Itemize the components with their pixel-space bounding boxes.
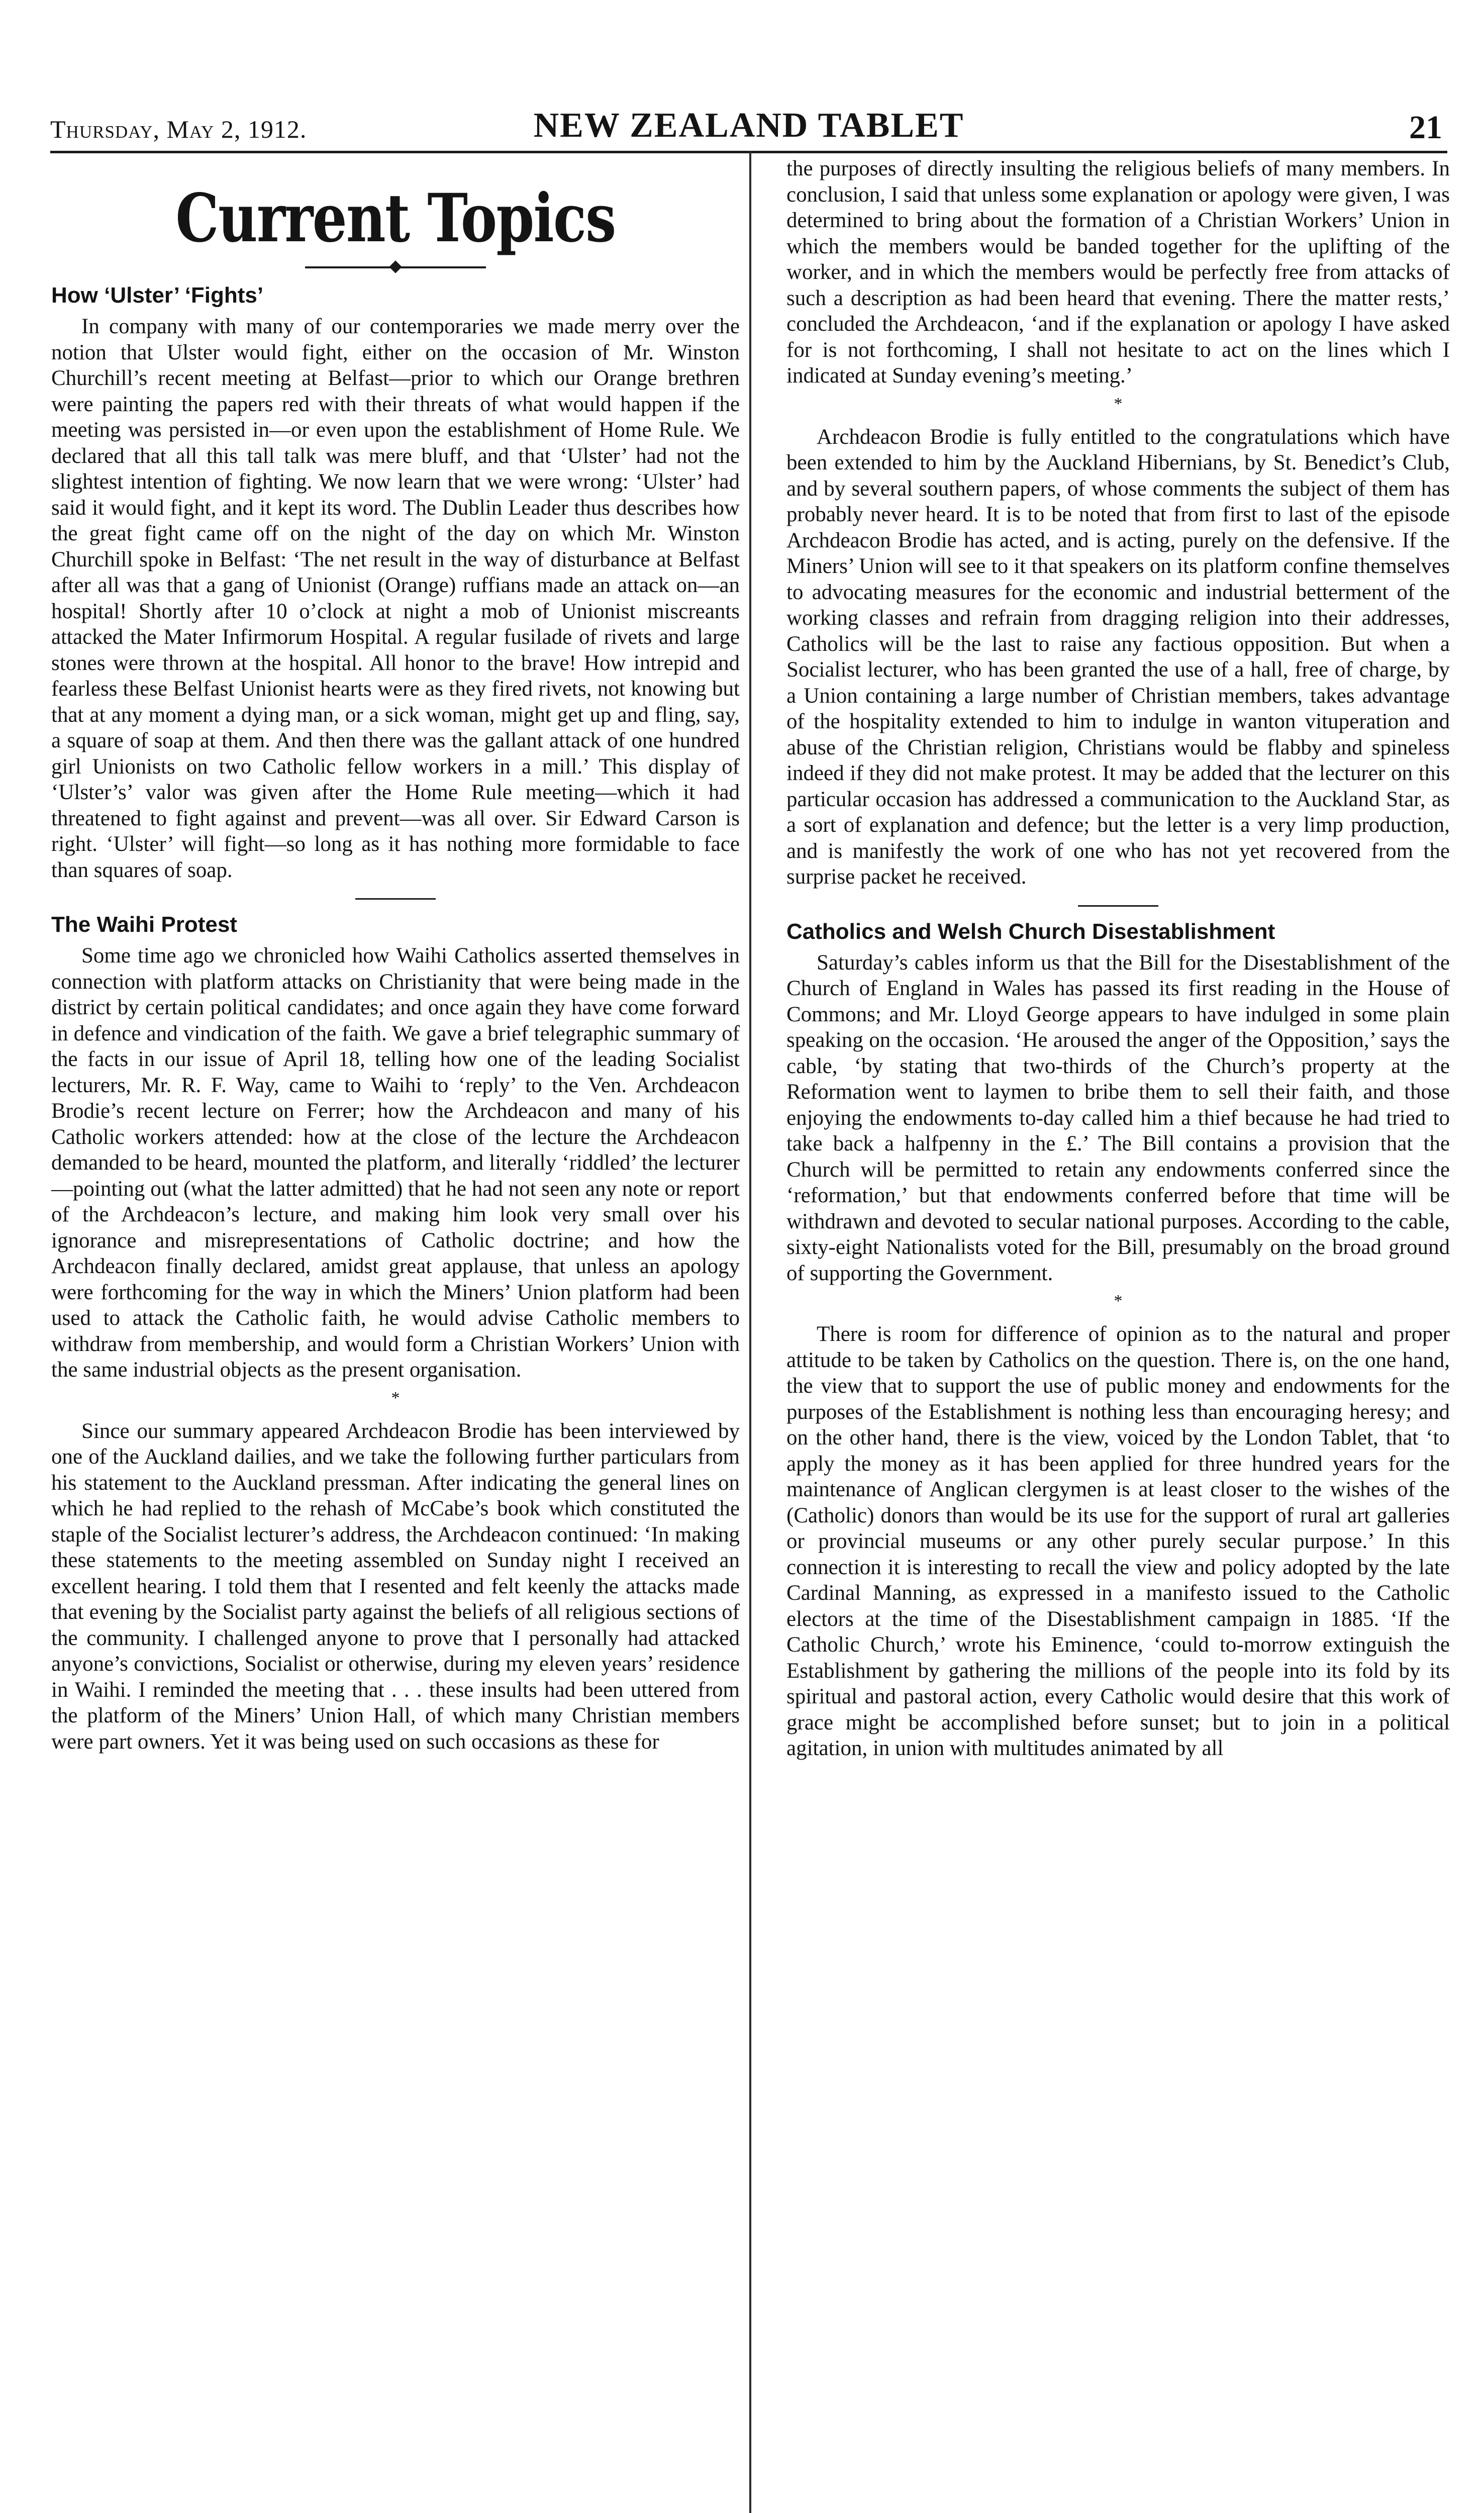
asterisk-separator: *: [1114, 1292, 1123, 1310]
welsh-paragraph-1: Saturday’s cables inform us that the Bill for the Disestablishment of the Church of England in Wales has passed its first reading in the House of Commons; and Mr. Lloyd George appears to have indulged in some plain speaking on the occasion. ‘He aroused the anger of the Opposition,’ says the cable, ‘by stating that two-thirds of the Church’s property at the Reformation went to laymen to bribe them to sell their faith, and those enjoying the endowments to-day called him a thief because he had tried to take back a halfpenny in the £.’ The Bill contains a provision that the Church will be permitted to retain any endowments conferred since the ‘reformation,’ but that endowments conferred before that time will be withdrawn and devoted to secular national purposes. According to the cable, sixty-eight Nationalists voted for the Bill, presumably on the broad ground of supporting the Government.: [786, 950, 1450, 1285]
left-column: [51, 181, 740, 1755]
section-divider: [1078, 905, 1158, 907]
welsh-paragraph-2: There is room for difference of opinion as to the natural and proper attitude to be taken by Catholics on the question. There is, on the one hand, the view that to support the use of public money and endowments for the purposes of the Establishment is nothing less than encouraging heresy; and on the other hand, there is the view, voiced by the London Tablet, that ‘to apply the money as it has been applied for three hundred years for the maintenance of Anglican clergymen is at least closer to the wishes of the (Catholic) donors than would be its use for the support of rural art galleries or provincial museums or any other purely secular purpose.’ In this connection it is interesting to recall the view and policy adopted by the late Cardinal Manning, as expressed in a manifesto issued to the Catholic electors at the time of the Disestablishment campaign in 1885. ‘If the Catholic Church,’ wrote his Eminence, ‘could to-morrow extinguish the Establishment by gathering the millions of the people into its fold by its spiritual and pastoral action, every Catholic would desire that this work of grace might be accomplished before sunset; but to join in a political agitation, in union with multitudes animated by all: [786, 1322, 1450, 1760]
waihi-paragraph-1: Some time ago we chronicled how Waihi Catholics asserted themselves in connection with platform attacks on Christianity that were being made in the district by certain political candidates; and once again they have come forward in defence and vindication of the faith. We gave a brief telegraphic summary of the facts in our issue of April 18, telling how one of the leading Socialist lecturers, Mr. R. F. Way, came to Waihi to ‘reply’ to the Ven. Archdeacon Brodie’s recent lecture on Ferrer; how the Archdeacon and many of his Catholic workers attended: how at the close of the lecture the Archdeacon demanded to be heard, mounted the platform, and literally ‘riddled’ the lecturer—pointing out (what the latter admitted) that he had not seen any note or report of the Archdeacon’s lecture, and making him look very small over his ignorance and misrepresentations of Catholic doctrine; and how the Archdeacon finally declared, amidst great applause, that unless an apology were forthcoming for the way in which the Miners’ Union platform had been used to attack the Catholic faith, he would advise Catholic members to withdraw from membership, and would form a Christian Workers’ Union with the same industrial objects as the present organisation.: [51, 944, 740, 1382]
ulster-heading: How ‘Ulster’ ‘Fights’: [51, 283, 264, 308]
newspaper-title: NEW ZEALAND TABLET: [533, 106, 964, 145]
ulster-paragraph: In company with many of our contemporaries we made merry over the notion that Ulster would fight, either on the occasion of Mr. Winston Churchill’s recent meeting at Belfast—prior to which our Orange brethren were painting the papers red with their threats of what would happen if the meeting was persisted in—or even upon the establishment of Home Rule. We declared that all this tall talk was mere bluff, and that ‘Ulster’ had not the slightest intention of fighting. We now learn that we were wrong: ‘Ulster’ had said it would fight, and it kept its word. The Dublin Leader thus describes how the great fight came off on the night of the day on which Mr. Winston Churchill spoke in Belfast: ‘The net result in the way of disturbance at Belfast after all was that a gang of Unionist (Orange) ruffians made an attack on—an hospital! Shortly after 10 o’clock at night a mob of Unionist miscreants attacked the Mater Infirmorum Hospital. A regular fusilade of rivets and large stones were thrown at the hospital. All honor to the brave! How intrepid and fearless these Belfast Unionist hearts were as they fired rivets, not knowing but that at any moment a dying man, or a sick woman, might get up and fling, say, a square of soap at them. And then there was the gallant attack of one hundred girl Unionists on two Catholic fellow workers in a mill.’ This display of ‘Ulster’s’ valor was given after the Home Rule meeting—which it had threatened to fight against and prevent—was all over. Sir Edward Carson is right. ‘Ulster’ will fight—so long as it has nothing more formidable to face than squares of soap.: [51, 315, 740, 882]
diamond-ornament-icon: [389, 260, 402, 273]
waihi-paragraph-2-continued: the purposes of directly insulting the religious beliefs of many members. In conclusion, I said that unless some explanation or apology were given, I was determined to bring about the formation of a Christian Workers’ Union in which the members would be banded together for the uplifting of the worker, and in which the members would be perfectly free from attacks of such a description as had been heard that evening. There the matter rests,’ concluded the Archdeacon, ‘and if the explanation or apology I have asked for is not forthcoming, I shall not hesitate to act on the lines which I indicated at Sunday evening’s meeting.’: [786, 157, 1450, 388]
page-number: 21: [1409, 109, 1442, 146]
waihi-paragraph-2: Since our summary appeared Archdeacon Brodie has been interviewed by one of the Auckland dailies, and we take the following further particulars from his statement to the Auckland pressman. After indicating the general lines on which he had replied to the rehash of McCabe’s book which constituted the staple of the Socialist lecturer’s address, the Archdeacon continued: ‘In making these statements to the meeting assembled on Sunday night I received an excellent hearing. I told them that I resented and felt keenly the attacks made that evening by the Socialist party against the beliefs of all religious sections of the community. I challenged anyone to prove that I personally had attacked anyone’s convictions, Socialist or otherwise, during my eleven years’ residence in Waihi. I reminded the meeting that . . . these insults had been uttered from the platform of the Miners’ Union Hall, of which many Christian members were part owners. Yet it was being used on such occasions as these for: [51, 1419, 740, 1754]
page-header: [50, 106, 1447, 153]
waihi-paragraph-3: Archdeacon Brodie is fully entitled to the congratulations which have been extended to him by the Auckland Hibernians, by St. Benedict’s Club, and by several southern papers, of whose comments the subject of them has probably never heard. It is to be noted that from first to last of the episode Archdeacon Brodie has acted, and is acting, purely on the defensive. If the Miners’ Union will see to it that speakers on its platform confine themselves to advocating measures for the economic and industrial betterment of the working classes and refrain from dragging religion into their addresses, Catholics will be the last to raise any factious opposition. But when a Socialist lecturer, who has been granted the use of a hall, free of charge, by a Union containing a large number of Christian members, takes advantage of the hospitality extended to him to indulge in wanton vituperation and abuse of the Christian religion, Christians would be flabby and spineless indeed if they did not make protest. It may be added that the lecturer on this particular occasion has addressed a communication to the Auckland Star, as a sort of explanation and defence; but the letter is a very limp production, and is manifestly the work of one who has not yet recovered from the surprise packet he received.: [786, 425, 1450, 889]
asterisk-separator: *: [391, 1388, 400, 1407]
right-column: [786, 156, 1450, 1762]
asterisk-separator: *: [1114, 394, 1123, 413]
waihi-heading: The Waihi Protest: [51, 912, 237, 937]
page-title: Current Topics: [175, 179, 616, 257]
section-divider: [355, 898, 436, 900]
issue-date: Thursday, May 2, 1912.: [50, 115, 307, 143]
title-ornament-rule: [305, 259, 486, 274]
welsh-heading: Catholics and Welsh Church Disestablishment: [786, 919, 1275, 944]
column-divider: [749, 151, 751, 2513]
